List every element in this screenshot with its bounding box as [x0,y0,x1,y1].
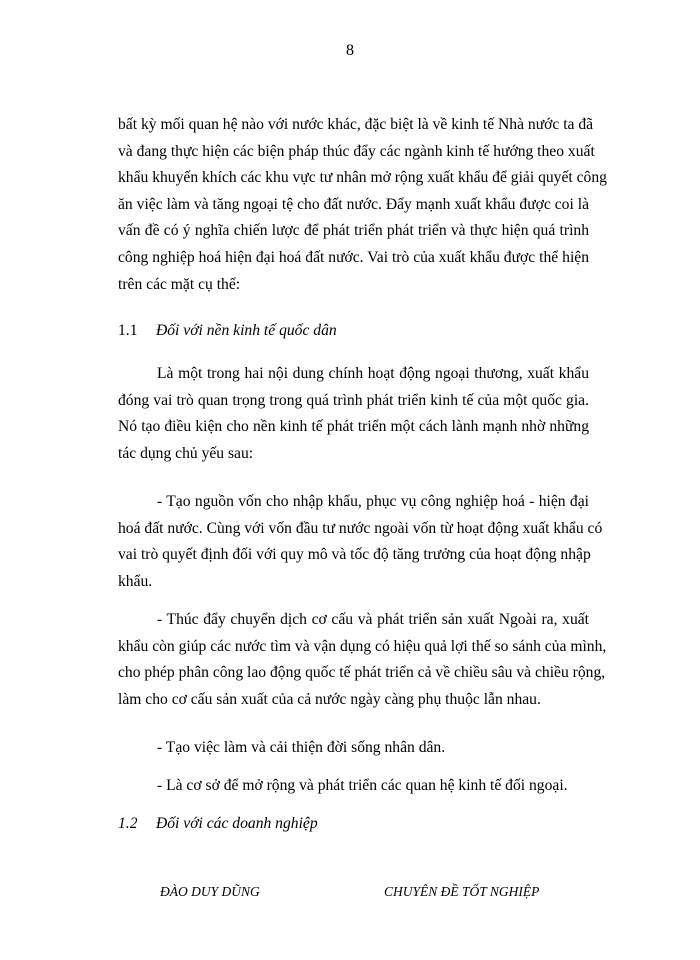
text-line: - Thúc đẩy chuyển dịch cơ cấu và phát triển sản xuất Ngoài ra, xuất [157,611,589,628]
text-line: - Tạo nguồn vốn cho nhập khẩu, phục vụ công nghiệp hoá - hiện đại [157,493,589,510]
text-line: tác dụng chủ yếu sau: [118,444,254,462]
text-line: khẩu còn giúp các nước tìm và vận dụng có hiệu quả lợi thế so sánh của mình, [118,637,607,655]
text-line: trên các mặt cụ thể: [118,275,241,293]
text-line: Nó tạo điều kiện cho nền kinh tế phát triển một cách lành mạnh nhờ những [118,418,589,436]
text-line: vai trò quyết định đối với quy mô và tốc độ tăng trưởng của hoạt động nhập [118,546,591,564]
text-line: đóng vai trò quan trọng trong quá trình phát triển kinh tế của một quốc gia. [118,391,589,409]
page-number: 8 [346,42,354,59]
body-paragraph-role [118,361,589,467]
section-title: Đối với nền kinh tế quốc dân [156,322,337,339]
bullet-paragraph-relations [118,773,589,800]
section-heading-1-2 [118,815,318,833]
section-title: Đối với các doanh nghiệp [156,815,318,832]
footer-author: ĐÀO DUY DŨNG [160,884,260,899]
bullet-paragraph-capital [118,489,603,595]
text-line: khẩu. [118,572,153,590]
text-line: Là một trong hai nội dung chính hoạt động ngoại thương, xuất khẩu [157,365,589,382]
section-heading-1-1 [118,322,337,340]
text-line: vấn đề có ý nghĩa chiến lược để phát triển phát triển và thực hiện quá trình [118,222,589,240]
bullet-paragraph-structure [118,607,607,713]
section-number: 1.2 [118,815,138,832]
text-line: - Tạo việc làm và cải thiện đời sống nhân dân. [157,739,446,756]
text-line: - Là cơ sở để mở rộng và phát triển các quan hệ kinh tế đối ngoại. [157,777,568,794]
text-line: hoá đất nước. Cùng với vốn đầu tư nước ngoài vốn từ hoạt động xuất khẩu có [118,519,603,537]
footer-title: CHUYÊN ĐỀ TỐT NGHIỆP [384,884,540,899]
text-line: công nghiệp hoá hiện đại hoá đất nước. Vai trò của xuất khẩu được thể hiện [118,248,589,266]
section-number: 1.1 [118,322,138,339]
bullet-paragraph-jobs [118,735,589,762]
text-line: bất kỳ mối quan hệ nào với nước khác, đặc biệt là về kinh tế Nhà nước ta đã [118,116,594,133]
text-line: khẩu khuyến khích các khu vực tư nhân mở rộng xuất khẩu để giải quyết công [118,169,607,187]
text-line: ăn việc làm và tăng ngoại tệ cho đất nước. Đẩy mạnh xuất khẩu được coi là [118,195,589,213]
body-paragraph-intro [118,112,607,298]
text-line: làm cho cơ cấu sản xuất của cả nước ngày càng phụ thuộc lẫn nhau. [118,690,541,708]
text-line: cho phép phân công lao động quốc tế phát triển cả về chiều sâu và chiều rộng, [118,664,606,682]
text-line: và đang thực hiện các biện pháp thúc đẩy các ngành kinh tế hướng theo xuất [118,142,595,160]
